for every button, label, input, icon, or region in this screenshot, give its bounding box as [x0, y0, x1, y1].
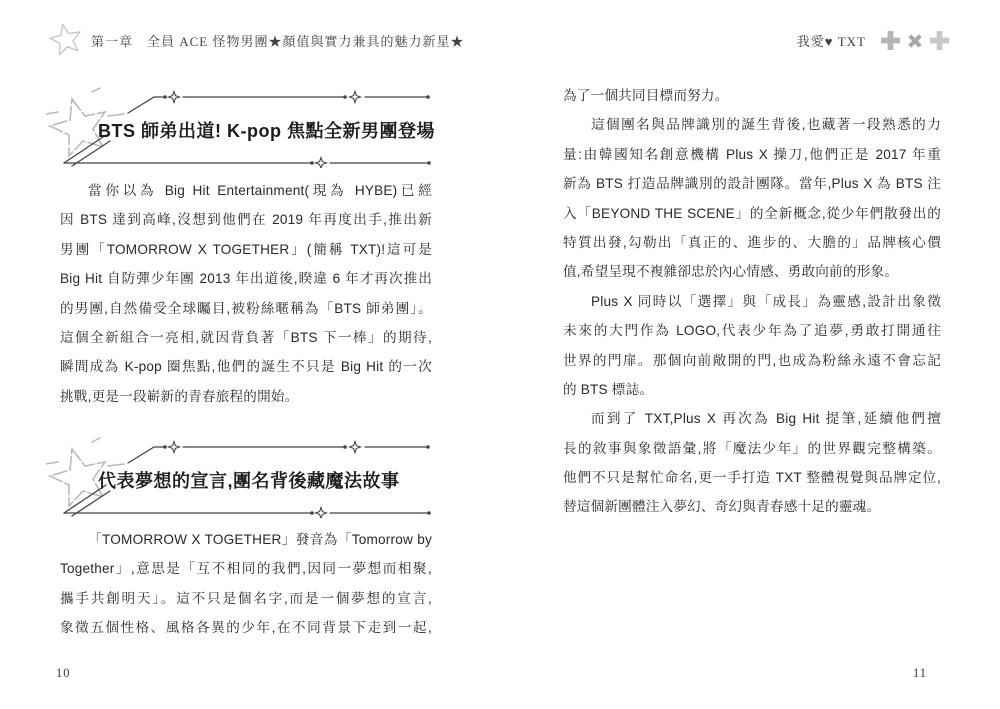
text-line: 的 BTS 標誌。: [563, 381, 654, 397]
text-line: Plus X 同時以「選擇」與「成長」為靈感,設計出象徵: [591, 293, 941, 309]
text-line: 入「BEYOND THE SCENE」的全新概念,從少年們散發出的: [563, 205, 941, 221]
text-line: 量:由韓國知名創意機構 Plus X 操刀,他們正是 2017 年重: [563, 146, 941, 162]
runhead-icon-group: [880, 30, 950, 51]
text-line: 值,希望呈現不複雜卻忠於內心情感、勇敢向前的形象。: [563, 264, 899, 280]
right-page-text: [563, 81, 941, 522]
text-line: 新為 BTS 打造品牌識別的設計團隊。當年,Plus X 為 BTS 注: [563, 176, 941, 192]
text-line: 長的敘事與象徵語彙,將「魔法少年」的世界觀完整構築。: [563, 440, 941, 456]
text-line: 當你以為 Big Hit Entertainment(現為 HYBE)已經: [88, 183, 432, 198]
text-line: Together」,意思是「互不相同的我們,因同一夢想而相聚,: [60, 561, 432, 577]
chapter-title: 第一章 全員 ACE 怪物男團★顏值與實力兼具的魅力新星★: [91, 33, 465, 49]
text-line: 「TOMORROW X TOGETHER」發音為「Tomorrow by: [88, 532, 432, 547]
page-number-left: 10: [56, 666, 71, 680]
text-line: 的男團,自然備受全球矚目,被粉絲暱稱為「BTS 師弟團」。: [60, 300, 432, 316]
section-heading: BTS 師弟出道! K-pop 焦點全新男團登場: [98, 121, 435, 141]
section-heading: 代表夢想的宣言,團名背後藏魔法故事: [98, 471, 400, 491]
text-line: 攜手共創明天」。這不只是個名字,而是一個夢想的宣言,: [60, 590, 432, 606]
book-title: 我愛♥ TXT: [796, 34, 866, 49]
text-line: 因 BTS 達到高峰,沒想到他們在 2019 年再度出手,推出新: [60, 212, 432, 228]
text-line: 他們不只是幫忙命名,更一手打造 TXT 整體視覺與品牌定位,: [563, 470, 941, 486]
text-line: 為了一個共同目標而努力。: [563, 88, 729, 103]
text-line: 瞬間成為 K-pop 圈焦點,他們的誕生不只是 Big Hit 的一次: [60, 359, 432, 375]
text-line: 特質出發,勾勒出「真正的、進步的、大膽的」品牌核心價: [563, 234, 941, 250]
text-line: 未來的大門作為 LOGO,代表少年為了追夢,勇敢打開通往: [563, 323, 941, 339]
section-heading-block-1: [46, 86, 434, 168]
plus-icon: [880, 30, 901, 51]
left-page-paragraph-2: [60, 525, 432, 643]
plus-icon: [929, 30, 950, 51]
text-line: 世界的門扉。那個向前敞開的門,也成為粉絲永遠不會忘記: [563, 352, 941, 368]
text-line: 挑戰,更是一段嶄新的青春旅程的開始。: [60, 388, 299, 404]
left-page-paragraph-1: [60, 176, 432, 411]
text-line: 象徵五個性格、風格各異的少年,在不同背景下走到一起,: [60, 620, 432, 636]
x-icon: [906, 32, 924, 50]
running-head-right: [797, 30, 950, 51]
text-line: 這個全新組合一亮相,就因背負著「BTS 下一棒」的期待,: [60, 329, 432, 345]
text-line: 替這個新團體注入夢幻、奇幻與青春感十足的靈魂。: [563, 499, 881, 515]
text-line: 這個團名與品牌識別的誕生背後,也藏著一段熟悉的力: [591, 117, 941, 133]
running-head-left: [48, 22, 465, 58]
text-line: 而到了 TXT,Plus X 再次為 Big Hit 提筆,延續他們擅: [591, 411, 941, 427]
text-line: 男團「TOMORROW X TOGETHER」(簡稱 TXT)!這可是: [60, 241, 432, 257]
outline-star-icon: [48, 22, 84, 58]
text-line: Big Hit 自防彈少年團 2013 年出道後,睽違 6 年才再次推出: [60, 271, 432, 287]
page-number-right: 11: [913, 666, 928, 680]
section-heading-block-2: [46, 436, 434, 518]
